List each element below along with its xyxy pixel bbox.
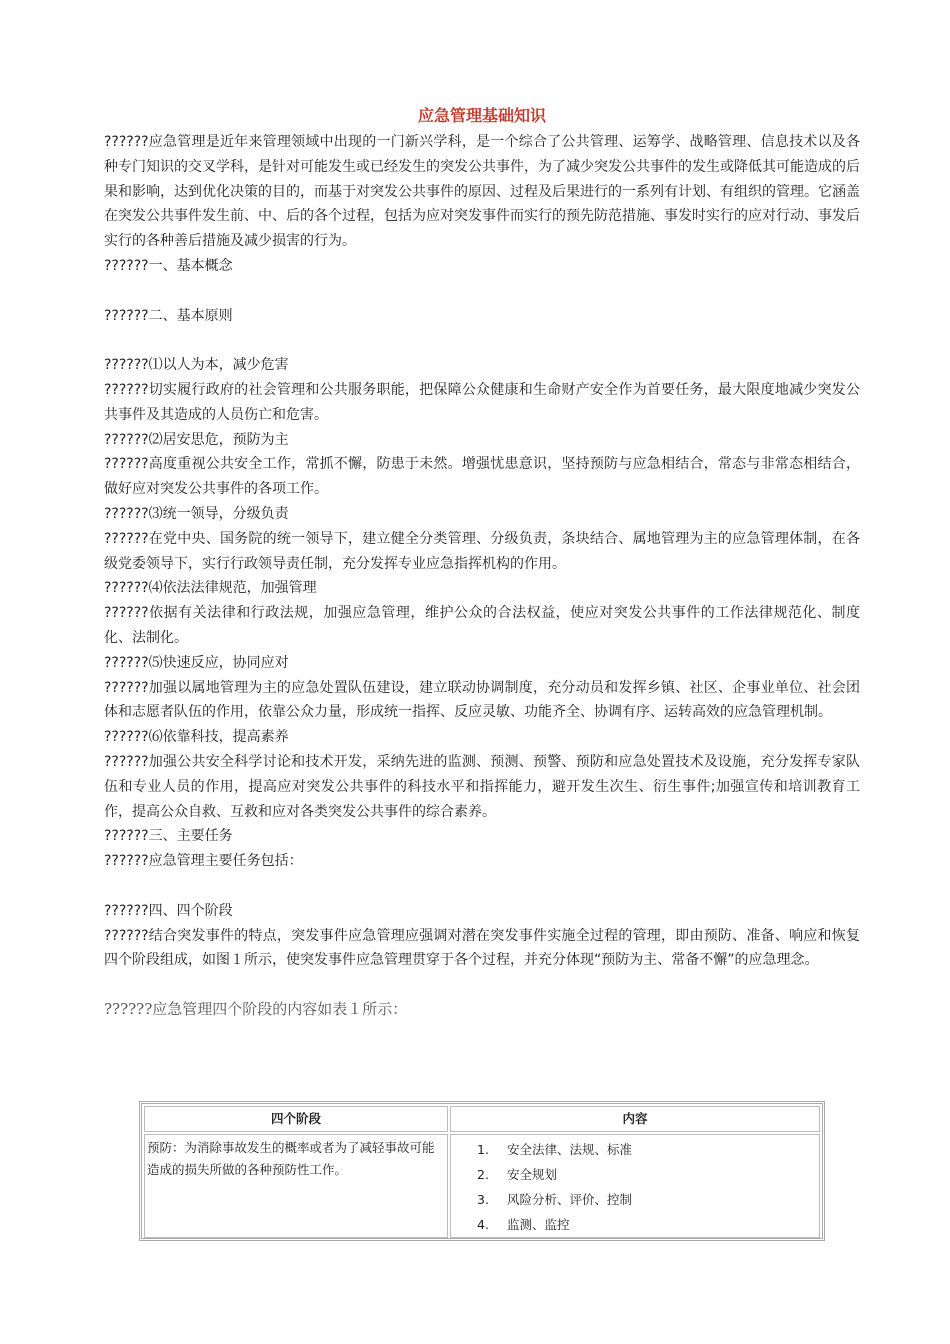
table-header-stages: 四个阶段	[144, 1106, 448, 1132]
stage-description: 预防：为消除事故发生的概率或者为了减轻事故可能造成的损失所做的各种预防性工作。	[144, 1134, 448, 1238]
content-cell	[450, 1134, 820, 1238]
list-item: 4. 监测、监控	[477, 1217, 570, 1232]
list-item: 2. 安全规划	[477, 1167, 558, 1182]
section-heading-3: ??????三、主要任务	[104, 828, 233, 845]
principle-3-body: ??????在党中央、国务院的统一领导下，建立健全分类管理、分级负责，条块结合、属地管理为主的应急管理体制，在各级党委领导下，实行行政领导责任制，充分发挥专业应急指挥机构的作用。	[104, 530, 860, 572]
table-header-content: 内容	[450, 1106, 820, 1132]
principle-5-title: ??????⑸快速反应，协同应对	[104, 654, 289, 671]
principle-4-body: ??????依据有关法律和行政法规，加强应急管理，维护公众的合法权益，使应对突发公共事件的工作法律规范化、制度化、法制化。	[104, 605, 860, 646]
principle-5-body: ??????加强以属地管理为主的应急处置队伍建设，建立联动协调制度，充分动员和发挥乡镇、社区、企事业单位、社会团体和志愿者队伍的作用，依靠公众力量，形成统一指挥、反应灵敏、功能齐全、协调有序、运转高效的应急管理机制。	[104, 679, 860, 721]
document-title: 应急管理基础知识	[417, 106, 546, 125]
section-heading-1: ??????一、基本概念	[104, 257, 233, 274]
principle-1-title: ??????⑴以人为本，减少危害	[104, 357, 289, 374]
list-item: 1. 安全法律、法规、标准	[477, 1142, 633, 1157]
section-heading-4: ??????四、四个阶段	[104, 902, 233, 919]
section-4-body: ??????结合突发事件的特点，突发事件应急管理应强调对潜在突发事件实施全过程的管理，即由预防、准备、响应和恢复四个阶段组成，如图１所示，使突发事件应急管理贯穿于各个过程，并充分体现“预防为主、常备不懈”的应急理念。	[104, 927, 860, 969]
principle-2-title: ??????⑵居安思危，预防为主	[104, 431, 289, 448]
principle-2-body: ??????高度重视公共安全工作，常抓不懈，防患于未然。增强忧患意识，坚持预防与应急相结合，常态与非常态相结合，做好应对突发公共事件的各项工作。	[104, 456, 860, 498]
principle-6-body: ??????加强公共安全科学讨论和技术开发，采纳先进的监测、预测、预警、预防和应急处置技术及设施，充分发挥专家队伍和专业人员的作用，提高应对突发公共事件的科技水平和指挥能力，避开发生次生、衍生事件;加强宣传和培训教育工作，提高公众自救、互救和应对各类突发公共事件的综合素养。	[104, 753, 860, 820]
table-row	[144, 1134, 820, 1238]
principle-6-title: ??????⑹依靠科技，提高素养	[104, 729, 289, 746]
principle-4-title: ??????⑷依法法律规范，加强管理	[104, 580, 317, 597]
principle-3-title: ??????⑶统一领导，分级负责	[104, 505, 289, 522]
section-3-body: ??????应急管理主要任务包括：	[104, 853, 303, 870]
list-item: 3. 风险分析、评价、控制	[477, 1192, 633, 1207]
stages-table	[139, 1101, 825, 1241]
intro-paragraph: ??????应急管理是近年来管理领域中出现的一门新兴学科，是一个综合了公共管理、运筹学、战略管理、信息技术以及各种专门知识的交叉学科，是针对可能发生或已经发生的突发公共事件，为了减少突发公共事件的发生或降低其可能造成的后果和影响，达到优化决策的目的，而基于对突发公共事件的原因、过程及后果进行的一系列有计划、有组织的管理。它涵盖在突发公共事件发生前、中、后的各个过程，包括为应对突发事件而实行的预先防范措施、事发时实行的应对行动、事发后实行的各种善后措施及减少损害的行为。	[104, 134, 860, 250]
content-list	[477, 1137, 819, 1237]
document-page	[104, 104, 860, 1020]
table-caption: ??????应急管理四个阶段的内容如表１所示：	[104, 999, 408, 1018]
principle-1-body: ??????切实履行政府的社会管理和公共服务职能，把保障公众健康和生命财产安全作为首要任务，最大限度地减少突发公共事件及其造成的人员伤亡和危害。	[104, 381, 860, 423]
section-heading-2: ??????二、基本原则	[104, 307, 233, 324]
